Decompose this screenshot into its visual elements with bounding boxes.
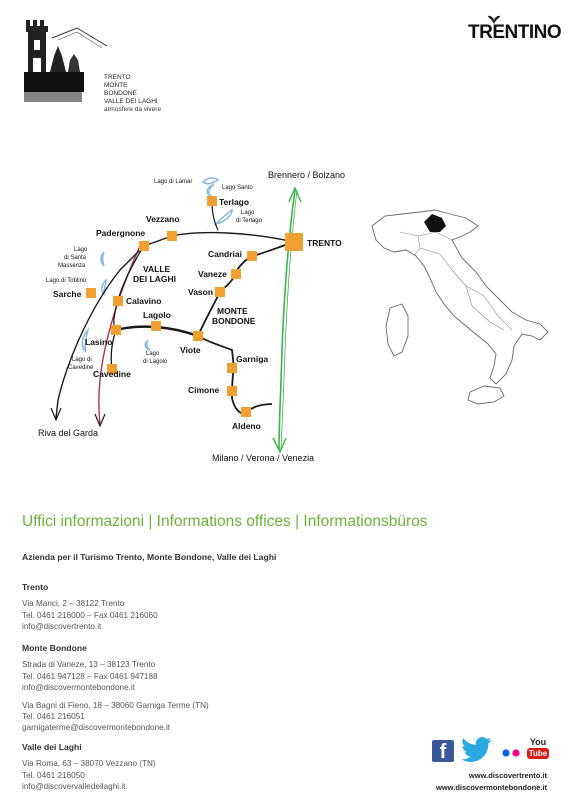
sardinia-outline <box>386 304 408 356</box>
lake-lagolo <box>145 340 150 350</box>
label-monte-2: BONDONE <box>212 316 256 326</box>
label-lagolo: Lagolo <box>143 310 171 320</box>
office-trento <box>22 582 158 633</box>
label-sarche: Sarche <box>53 289 82 299</box>
label-valle-2: DEI LAGHI <box>133 274 176 284</box>
logo-line-2: MONTE BONDONE <box>104 82 137 97</box>
node-trento <box>285 233 303 251</box>
lake-santo <box>207 184 214 198</box>
label-vaneze: Vaneze <box>198 269 227 279</box>
node-padergnone <box>139 241 149 251</box>
node-garniga <box>227 363 237 373</box>
url-bondone[interactable]: www.discovermontebondone.it <box>436 782 547 792</box>
label-vason: Vason <box>188 287 214 297</box>
label-terlago: Terlago <box>219 197 250 207</box>
label-lago-santo: Lago Santo <box>222 185 253 191</box>
node-sarche <box>86 288 96 298</box>
website-links <box>436 770 547 793</box>
label-monte-1: MONTE <box>217 306 248 316</box>
node-vaneze <box>231 269 241 279</box>
logo-tagline: atmosfere da vivere <box>104 106 162 113</box>
lake-terlago <box>216 210 232 224</box>
label-vezzano: Vezzano <box>146 214 180 224</box>
youtube-icon[interactable] <box>527 738 549 759</box>
label-trento: TRENTO <box>307 238 342 248</box>
office-laghi-address: Via Roma, 63 – 38070 Vezzano (TN) <box>22 759 156 769</box>
facebook-icon[interactable]: f <box>432 740 454 762</box>
label-lago-terlago-2: di Terlago <box>236 218 262 224</box>
node-vezzano <box>167 231 177 241</box>
label-lago-cavedine-1: Lago di <box>72 357 92 363</box>
office-laghi-name: Valle dei Laghi <box>22 742 82 752</box>
offices-title: Uffici informazioni | Informations offices | Informationsbüros <box>22 513 428 530</box>
label-lago-terlago-1: Lago <box>241 210 255 216</box>
road-calavino <box>114 246 144 330</box>
office-trento-email[interactable]: info@discovertrento.it <box>22 622 102 632</box>
logo-line-3: VALLE DEI LAGHI <box>104 98 158 105</box>
sicily-outline <box>468 386 504 404</box>
office-garniga-address: Via Bagni di Fieno, 18 – 38060 Garniga Terme (TN) <box>22 700 209 710</box>
lake-santa-massenza <box>101 252 104 266</box>
office-bondone-phone: Tel. 0461 947128 – Fax 0461 947188 <box>22 671 158 681</box>
label-lago-cavedine-2: Cavedine <box>68 365 94 371</box>
node-candriai <box>247 251 257 261</box>
label-candriai: Candriai <box>208 249 243 259</box>
flickr-icon[interactable] <box>502 749 522 757</box>
youtube-tube: Tube <box>528 749 548 758</box>
label-lago-massenza-3: Massenza <box>58 263 86 269</box>
label-garniga: Garniga <box>236 354 269 364</box>
label-brennero: Brennero / Bolzano <box>268 170 346 180</box>
office-garniga-phone: Tel. 0461 216051 <box>22 712 85 722</box>
office-laghi-email[interactable]: info@discovervalledeilaghi.it <box>22 782 126 792</box>
office-bondone-address: Strada di Vaneze, 13 – 38123 Trento <box>22 660 156 670</box>
office-trento-name: Trento <box>22 582 49 592</box>
label-cimone: Cimone <box>188 385 220 395</box>
office-garniga-email[interactable]: garnigaterme@discovermontebondone.it <box>22 723 171 733</box>
label-lasino: Lasino <box>85 337 113 347</box>
label-lago-lamar: Lago di Lamar <box>154 179 193 185</box>
logo-line-1: TRENTO <box>104 74 131 81</box>
label-lago-lagolo-1: Lago <box>146 351 160 357</box>
office-laghi <box>22 742 156 793</box>
twitter-icon[interactable] <box>462 737 494 763</box>
office-bondone-email[interactable]: info@discovermontebondone.it <box>22 683 135 693</box>
label-lago-massenza-2: di Santa <box>64 255 87 261</box>
youtube-you: You <box>529 737 547 747</box>
office-bondone <box>22 643 209 734</box>
river-line <box>99 246 140 425</box>
label-lago-lagolo-2: di Lagolo <box>143 359 168 365</box>
label-calavino: Calavino <box>126 296 162 306</box>
node-vason <box>215 287 225 297</box>
url-trento[interactable]: www.discovertrento.it <box>468 771 547 780</box>
lake-lamar <box>203 178 218 184</box>
office-trento-phone: Tel. 0461 216000 – Fax 0461 216060 <box>22 610 158 620</box>
node-terlago <box>207 196 217 206</box>
label-valle-1: VALLE <box>143 264 171 274</box>
label-viote: Viote <box>180 345 201 355</box>
office-laghi-phone: Tel. 0461 216050 <box>22 770 85 780</box>
node-aldeno <box>241 407 251 417</box>
logo <box>22 16 162 113</box>
node-cimone <box>227 386 237 396</box>
agency-name: Azienda per il Turismo Trento, Monte Bondone, Valle dei Laghi <box>22 552 277 562</box>
label-cavedine: Cavedine <box>93 369 131 379</box>
office-trento-address: Via Manci, 2 – 38122 Trento <box>22 599 125 609</box>
route-map <box>0 155 567 475</box>
node-lagolo <box>151 321 161 331</box>
node-lasino <box>111 325 121 335</box>
label-lago-massenza-1: Lago <box>74 247 88 253</box>
node-viote <box>193 331 203 341</box>
brand-logo: TRENTINO <box>468 22 562 43</box>
label-lago-toblino: Lago di Toblino <box>46 278 87 284</box>
node-calavino <box>113 296 123 306</box>
road-main <box>56 233 294 418</box>
trentino-highlight <box>424 214 446 232</box>
label-aldeno: Aldeno <box>232 421 261 431</box>
italy-outline <box>372 210 548 384</box>
label-padergnone: Padergnone <box>96 228 146 238</box>
label-riva: Riva del Garda <box>38 428 99 438</box>
label-milano: Milano / Verona / Venezia <box>212 453 315 463</box>
office-bondone-name: Monte Bondone <box>22 643 87 653</box>
